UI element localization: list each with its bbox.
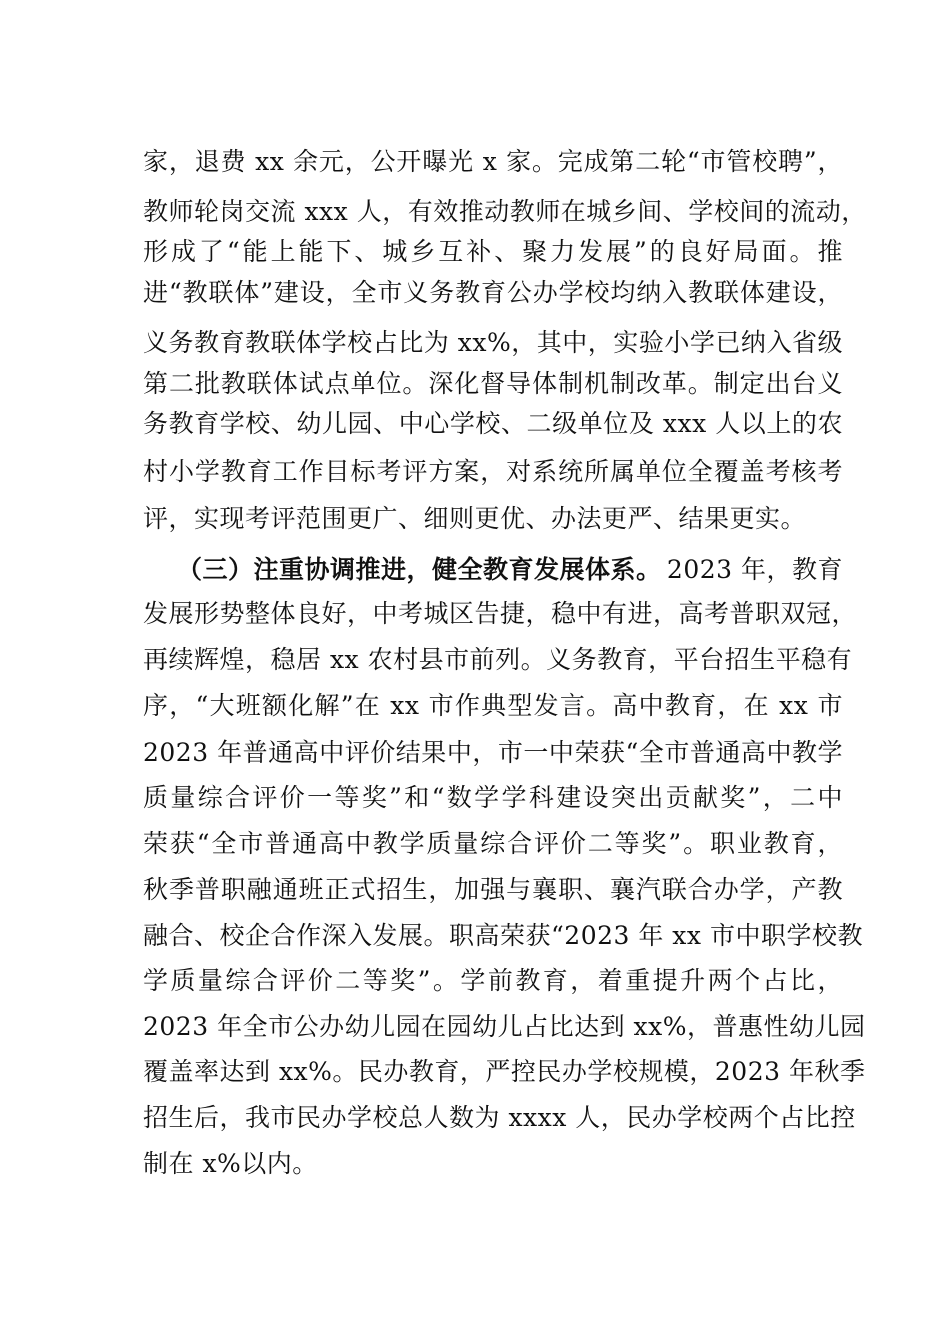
section-3-line: 质量综合评价一等奖”和“数学学科建设突出贡献奖”，二中 [143,783,843,812]
section-3-first-line-text: 2023 年，教育 [666,555,843,584]
section-3-line: 再续辉煌，稳居 xx 农村县市前列。义务教育，平台招生平稳有 [143,645,853,674]
paragraph-line: 进“教联体”建设，全市义务教育公办学校均纳入教联体建设， [143,278,843,307]
section-3-line: 学质量综合评价二等奖”。学前教育，着重提升两个占比， [143,966,843,995]
paragraph-line: 村小学教育工作目标考评方案，对系统所属单位全覆盖考核考 [143,457,843,486]
paragraph-line-last: 评，实现考评范围更广、细则更优、办法更严、结果更实。 [143,504,807,533]
section-3-line: 2023 年普通高中评价结果中，市一中荣获“全市普通高中教学 [143,738,843,767]
section-3-line-last: 制在 x%以内。 [143,1149,318,1178]
section-3-heading: （三）注重协调推进，健全教育发展体系。 [177,555,662,584]
section-3-line: 覆盖率达到 xx%。民办教育，严控民办学校规模，2023 年秋季 [143,1057,866,1086]
paragraph-line: 教师轮岗交流 xxx 人，有效推动教师在城乡间、学校间的流动， [143,197,867,226]
section-3-line: 招生后，我市民办学校总人数为 xxxx 人，民办学校两个占比控 [143,1103,856,1132]
paragraph-line: 形成了“能上能下、城乡互补、聚力发展”的良好局面。推 [143,237,843,266]
section-3-line: 融合、校企合作深入发展。职高荣获“2023 年 xx 市中职学校教 [143,921,863,950]
paragraph-line: 家，退费 xx 余元，公开曝光 x 家。完成第二轮“市管校聘”， [143,147,843,176]
paragraph-line: 义务教育教联体学校占比为 xx%，其中，实验小学已纳入省级 [143,328,843,357]
section-3-line: 2023 年全市公办幼儿园在园幼儿占比达到 xx%，普惠性幼儿园 [143,1012,866,1041]
section-3-line: 序，“大班额化解”在 xx 市作典型发言。高中教育，在 xx 市 [143,691,843,720]
section-3-line: 荣获“全市普通高中教学质量综合评价二等奖”。职业教育， [143,829,843,858]
paragraph-line: 第二批教联体试点单位。深化督导体制机制改革。制定出台义 [143,369,843,398]
section-3-line: 发展形势整体良好，中考城区告捷，稳中有进，高考普职双冠， [143,599,858,628]
paragraph-line: 务教育学校、幼儿园、中心学校、二级单位及 xxx 人以上的农 [143,409,843,438]
section-3-line: 秋季普职融通班正式招生，加强与襄职、襄汽联合办学，产教 [143,875,843,904]
